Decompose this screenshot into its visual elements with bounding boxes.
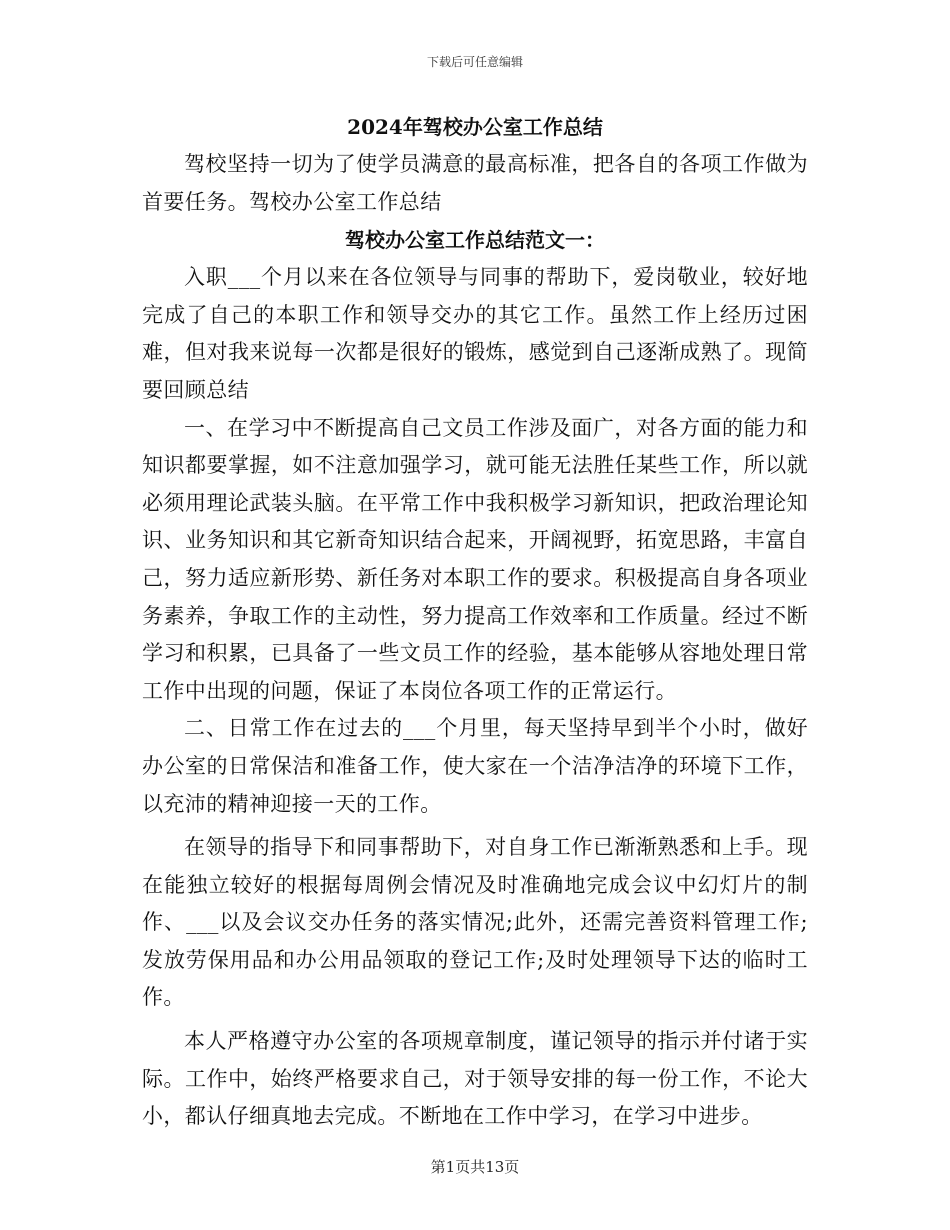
header-note: 下载后可任意编辑 (426, 55, 523, 69)
body-paragraph: 二、日常工作在过去的___个月里，每天坚持早到半个小时，做好办公室的日常保洁和准备工作，使大家在一个洁净洁净的环境下工作，以充沛的精神迎接一天的工作。 (142, 716, 808, 816)
intro-paragraph: 驾校坚持一切为了使学员满意的最高标准，把各自的各项工作做为首要任务。驾校办公室工作总结 (142, 152, 808, 214)
body-paragraph: 在领导的指导下和同事帮助下，对自身工作已渐渐熟悉和上手。现在能独立较好的根据每周例会情况及时准确地完成会议中幻灯片的制作、___以及会议交办任务的落实情况;此外，还需完善资料管理工作;发放劳保用品和办公用品领取的登记工作;及时处理领导下达的临时工作。 (142, 835, 808, 1010)
section-subtitle: 驾校办公室工作总结范文一： (345, 228, 605, 253)
body-paragraph: 入职___个月以来在各位领导与同事的帮助下，爱岗敬业，较好地完成了自己的本职工作和领导交办的其它工作。虽然工作上经历过困难，但对我来说每一次都是很好的锻炼，感觉到自己逐渐成熟了。现简要回顾总结 (142, 265, 808, 402)
body-paragraph: 一、在学习中不断提高自己文员工作涉及面广，对各方面的能力和知识都要掌握，如不注意加强学习，就可能无法胜任某些工作，所以就必须用理论武装头脑。在平常工作中我积极学习新知识，把政治理论知识、业务知识和其它新奇知识结合起来，开阔视野，拓宽思路，丰富自己，努力适应新形势、新任务对本职工作的要求。积极提高自身各项业务素养，争取工作的主动性，努力提高工作效率和工作质量。经过不断学习和积累，已具备了一些文员工作的经验，基本能够从容地处理日常工作中出现的问题，保证了本岗位各项工作的正常运行。 (142, 415, 808, 703)
page-footer: 第1页共13页 (430, 1158, 520, 1176)
body-paragraph: 本人严格遵守办公室的各项规章制度，谨记领导的指示并付诸于实际。工作中，始终严格要求自己，对于领导安排的每一份工作，不论大小，都认仔细真地去完成。不断地在工作中学习，在学习中进步。 (142, 1029, 808, 1129)
document-body (142, 112, 808, 1136)
document-title: 2024年驾校办公室工作总结 (347, 115, 603, 139)
